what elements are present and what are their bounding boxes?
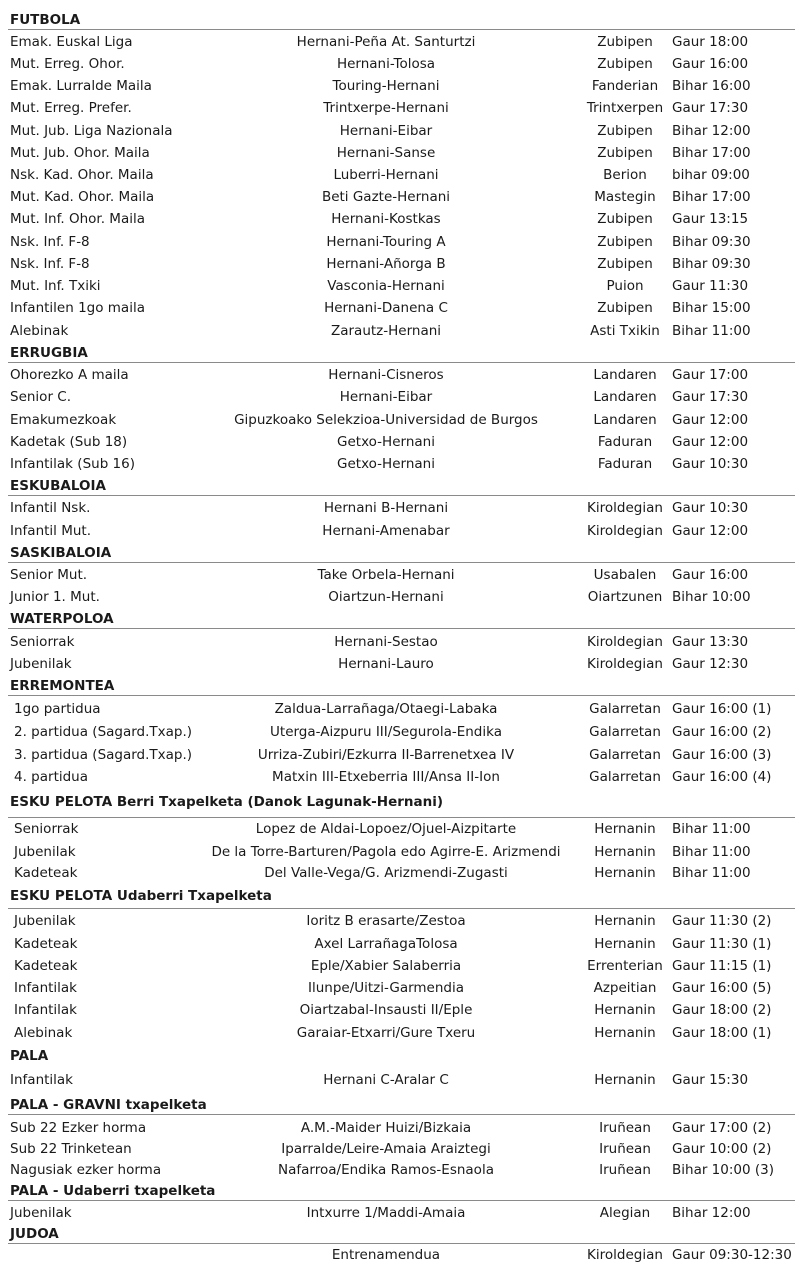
section-title: FUTBOLA — [10, 12, 81, 28]
match-time: Gaur 10:00 (2) — [672, 1141, 772, 1157]
match-teams: Nafarroa/Endika Ramos-Esnaola — [278, 1162, 494, 1178]
venue: Galarretan — [589, 701, 661, 717]
venue: Kiroldegian — [587, 1247, 663, 1263]
venue: Zubipen — [597, 56, 653, 72]
venue: Iruñean — [599, 1162, 651, 1178]
match-teams: Urriza-Zubiri/Ezkurra II-Barrenetxea IV — [257, 747, 515, 763]
match-teams: Matxin III-Etxeberria III/Ansa II-Ion — [272, 769, 500, 785]
category-label: 4. partidua — [14, 769, 89, 785]
category-label: Nsk. Inf. F-8 — [10, 234, 90, 250]
section-title: ERRUGBIA — [10, 345, 88, 361]
venue: Galarretan — [589, 769, 661, 785]
category-label: Sub 22 Ezker horma — [10, 1120, 147, 1136]
category-label: Kadetak (Sub 18) — [10, 434, 128, 450]
venue: Kiroldegian — [587, 656, 663, 672]
category-label: Infantilen 1go maila — [10, 300, 145, 316]
venue: Zubipen — [597, 256, 653, 272]
venue: Galarretan — [589, 747, 661, 763]
category-label: Jubenilak — [10, 656, 72, 672]
venue: Hernanin — [594, 1002, 656, 1018]
match-time: Gaur 11:30 (1) — [672, 936, 772, 952]
category-label: 2. partidua (Sagard.Txap.) — [14, 724, 193, 740]
match-time: Gaur 16:00 — [672, 567, 749, 583]
match-time: Gaur 16:00 (4) — [672, 769, 772, 785]
match-time: Bihar 10:00 (3) — [672, 1162, 775, 1178]
category-label: Nagusiak ezker horma — [10, 1162, 162, 1178]
match-time: Gaur 13:30 — [672, 634, 749, 650]
match-time: Bihar 17:00 — [672, 189, 751, 205]
match-teams: Hernani-Touring A — [326, 234, 446, 250]
venue: Landaren — [593, 367, 657, 383]
category-label: Mut. Erreg. Prefer. — [10, 100, 132, 116]
category-label: Jubenilak — [10, 1205, 72, 1221]
category-label: Mut. Inf. Txiki — [10, 278, 101, 294]
match-time: Bihar 11:00 — [672, 821, 751, 837]
venue: Zubipen — [597, 234, 653, 250]
match-time: Bihar 09:30 — [672, 256, 751, 272]
venue: Fanderian — [591, 78, 659, 94]
venue: Kiroldegian — [587, 523, 663, 539]
match-teams: Garaiar-Etxarri/Gure Txeru — [296, 1025, 476, 1041]
section-divider — [8, 29, 795, 30]
match-teams: Intxurre 1/Maddi-Amaia — [306, 1205, 466, 1221]
match-teams: A.M.-Maider Huizi/Bizkaia — [300, 1120, 472, 1136]
category-label: Infantilak — [14, 1002, 78, 1018]
match-teams: Touring-Hernani — [332, 78, 440, 94]
section-title: PALA - GRAVNI txapelketa — [10, 1097, 207, 1113]
match-time: Bihar 09:30 — [672, 234, 751, 250]
match-teams: Eple/Xabier Salaberria — [310, 958, 462, 974]
venue: Errenterian — [587, 958, 663, 974]
category-label: Nsk. Inf. F-8 — [10, 256, 90, 272]
match-teams: Hernani-Eibar — [339, 123, 433, 139]
match-teams: Ioritz B erasarte/Zestoa — [306, 913, 466, 929]
section-title: WATERPOLOA — [10, 611, 114, 627]
section-divider — [8, 1200, 795, 1201]
venue: Hernanin — [594, 865, 656, 881]
category-label: Sub 22 Trinketean — [10, 1141, 132, 1157]
category-label: Ohorezko A maila — [10, 367, 129, 383]
category-label: Emak. Lurralde Maila — [10, 78, 152, 94]
match-teams: Beti Gazte-Hernani — [321, 189, 451, 205]
match-teams: Oiartzun-Hernani — [328, 589, 444, 605]
section-divider — [8, 628, 795, 629]
category-label: Senior C. — [10, 389, 72, 405]
category-label: Kadeteak — [14, 865, 78, 881]
category-label: Mut. Jub. Ohor. Maila — [10, 145, 150, 161]
venue: Mastegin — [594, 189, 656, 205]
match-time: Gaur 17:00 — [672, 367, 749, 383]
match-time: Gaur 12:00 — [672, 523, 749, 539]
category-label: Alebinak — [14, 1025, 73, 1041]
match-time: bihar 09:00 — [672, 167, 750, 183]
match-time: Bihar 11:00 — [672, 323, 751, 339]
venue: Kiroldegian — [587, 634, 663, 650]
category-label: Infantilak — [10, 1072, 74, 1088]
match-teams: Uterga-Aizpuru III/Segurola-Endika — [270, 724, 502, 740]
match-teams: Hernani-Danena C — [324, 300, 448, 316]
venue: Iruñean — [599, 1141, 651, 1157]
venue: Kiroldegian — [587, 500, 663, 516]
match-time: Bihar 10:00 — [672, 589, 751, 605]
match-teams: Getxo-Hernani — [337, 434, 435, 450]
match-teams: Getxo-Hernani — [337, 456, 435, 472]
category-label: Emakumezkoak — [10, 412, 117, 428]
match-teams: Hernani-Sestao — [334, 634, 438, 650]
match-teams: Iparralde/Leire-Amaia Araiztegi — [281, 1141, 491, 1157]
match-time: Bihar 15:00 — [672, 300, 751, 316]
match-time: Bihar 17:00 — [672, 145, 751, 161]
match-teams: Zarautz-Hernani — [330, 323, 442, 339]
match-time: Gaur 18:00 (1) — [672, 1025, 772, 1041]
section-divider — [8, 1243, 795, 1244]
match-time: Bihar 11:00 — [672, 844, 751, 860]
section-title: SASKIBALOIA — [10, 545, 112, 561]
section-title: ERREMONTEA — [10, 678, 115, 694]
category-label: Infantil Nsk. — [10, 500, 91, 516]
match-time: Gaur 17:00 (2) — [672, 1120, 772, 1136]
category-label: Nsk. Kad. Ohor. Maila — [10, 167, 154, 183]
venue: Trintxerpen — [586, 100, 664, 116]
section-divider — [8, 495, 795, 496]
section-divider — [8, 695, 795, 696]
match-teams: Hernani B-Hernani — [323, 500, 449, 516]
venue: Landaren — [593, 412, 657, 428]
match-time: Gaur 11:30 — [672, 278, 749, 294]
venue: Puion — [606, 278, 644, 294]
venue: Galarretan — [589, 724, 661, 740]
match-teams: Vasconia-Hernani — [327, 278, 445, 294]
venue: Faduran — [597, 456, 653, 472]
match-time: Gaur 12:30 — [672, 656, 749, 672]
category-label: Infantilak (Sub 16) — [10, 456, 135, 472]
match-time: Bihar 12:00 — [672, 123, 751, 139]
section-title: PALA — [10, 1048, 49, 1064]
section-divider — [8, 817, 795, 818]
section-divider — [8, 1114, 795, 1115]
category-label: Emak. Euskal Liga — [10, 34, 133, 50]
match-teams: Hernani-Lauro — [338, 656, 434, 672]
match-time: Gaur 16:00 (3) — [672, 747, 772, 763]
match-time: Gaur 17:30 — [672, 100, 749, 116]
match-time: Gaur 10:30 — [672, 500, 749, 516]
category-label: Alebinak — [10, 323, 69, 339]
match-teams: De la Torre-Barturen/Pagola edo Agirre-E. Arizmendi — [211, 844, 561, 860]
match-time: Gaur 17:30 — [672, 389, 749, 405]
match-teams: Gipuzkoako Selekzioa-Universidad de Burgos — [234, 412, 538, 428]
match-time: Gaur 16:00 (2) — [672, 724, 772, 740]
match-teams: Del Valle-Vega/G. Arizmendi-Zugasti — [264, 865, 508, 881]
match-time: Gaur 16:00 (1) — [672, 701, 772, 717]
match-time: Gaur 11:30 (2) — [672, 913, 772, 929]
venue: Hernanin — [594, 1025, 656, 1041]
venue: Alegian — [599, 1205, 651, 1221]
category-label: Jubenilak — [14, 844, 76, 860]
category-label: Jubenilak — [14, 913, 76, 929]
venue: Berion — [603, 167, 647, 183]
venue: Usabalen — [593, 567, 657, 583]
category-label: Infantilak — [14, 980, 78, 996]
venue: Iruñean — [599, 1120, 651, 1136]
match-teams: Hernani-Kostkas — [331, 211, 441, 227]
match-teams: Entrenamendua — [331, 1247, 441, 1263]
match-teams: Hernani C-Aralar C — [323, 1072, 449, 1088]
venue: Hernanin — [594, 844, 656, 860]
category-label: Senior Mut. — [10, 567, 88, 583]
category-label: 1go partidua — [14, 701, 101, 717]
category-label: Junior 1. Mut. — [10, 589, 100, 605]
venue: Landaren — [593, 389, 657, 405]
category-label: Mut. Kad. Ohor. Maila — [10, 189, 155, 205]
match-time: Gaur 16:00 (5) — [672, 980, 772, 996]
match-time: Gaur 18:00 — [672, 34, 749, 50]
venue: Faduran — [597, 434, 653, 450]
category-label: 3. partidua (Sagard.Txap.) — [14, 747, 193, 763]
match-teams: Hernani-Sanse — [336, 145, 436, 161]
category-label: Infantil Mut. — [10, 523, 91, 539]
match-teams: Zaldua-Larrañaga/Otaegi-Labaka — [274, 701, 498, 717]
section-divider — [8, 362, 795, 363]
section-divider — [8, 908, 795, 909]
match-time: Gaur 13:15 — [672, 211, 749, 227]
category-label: Mut. Jub. Liga Nazionala — [10, 123, 173, 139]
match-teams: Hernani-Amenabar — [322, 523, 450, 539]
category-label: Kadeteak — [14, 958, 78, 974]
venue: Hernanin — [594, 936, 656, 952]
match-time: Gaur 11:15 (1) — [672, 958, 772, 974]
venue: Oiartzunen — [587, 589, 663, 605]
match-teams: Ilunpe/Uitzi-Garmendia — [307, 980, 465, 996]
section-title: ESKU PELOTA Udaberri Txapelketa — [10, 888, 272, 904]
match-teams: Hernani-Peña At. Santurtzi — [296, 34, 476, 50]
match-time: Gaur 10:30 — [672, 456, 749, 472]
category-label: Kadeteak — [14, 936, 78, 952]
match-time: Bihar 12:00 — [672, 1205, 751, 1221]
match-teams: Hernani-Tolosa — [336, 56, 436, 72]
match-teams: Axel LarrañagaTolosa — [314, 936, 458, 952]
venue: Hernanin — [594, 821, 656, 837]
section-title: JUDOA — [10, 1226, 59, 1242]
venue: Zubipen — [597, 123, 653, 139]
match-time: Bihar 16:00 — [672, 78, 751, 94]
match-time: Gaur 16:00 — [672, 56, 749, 72]
match-teams: Take Orbela-Hernani — [317, 567, 455, 583]
match-teams: Oiartzabal-Insausti II/Eple — [299, 1002, 473, 1018]
category-label: Seniorrak — [10, 634, 75, 650]
match-time: Gaur 12:00 — [672, 412, 749, 428]
category-label: Mut. Erreg. Ohor. — [10, 56, 125, 72]
section-divider — [8, 562, 795, 563]
category-label: Seniorrak — [14, 821, 79, 837]
match-time: Gaur 15:30 — [672, 1072, 749, 1088]
venue: Zubipen — [597, 145, 653, 161]
section-title: ESKU PELOTA Berri Txapelketa (Danok Lagunak-Hernani) — [10, 794, 444, 810]
match-teams: Luberri-Hernani — [333, 167, 439, 183]
match-teams: Hernani-Añorga B — [326, 256, 446, 272]
section-title: ESKUBALOIA — [10, 478, 106, 494]
venue: Azpeitian — [593, 980, 657, 996]
venue: Hernanin — [594, 913, 656, 929]
match-time: Gaur 09:30-12:30 — [672, 1247, 792, 1263]
venue: Zubipen — [597, 211, 653, 227]
match-time: Gaur 18:00 (2) — [672, 1002, 772, 1018]
category-label: Mut. Inf. Ohor. Maila — [10, 211, 145, 227]
venue: Zubipen — [597, 34, 653, 50]
section-title: PALA - Udaberri txapelketa — [10, 1183, 216, 1199]
match-teams: Hernani-Cisneros — [328, 367, 444, 383]
match-teams: Lopez de Aldai-Lopoez/Ojuel-Aizpitarte — [255, 821, 517, 837]
match-time: Gaur 12:00 — [672, 434, 749, 450]
match-teams: Trintxerpe-Hernani — [323, 100, 449, 116]
match-time: Bihar 11:00 — [672, 865, 751, 881]
venue: Asti Txikin — [590, 323, 660, 339]
venue: Hernanin — [594, 1072, 656, 1088]
match-teams: Hernani-Eibar — [339, 389, 433, 405]
venue: Zubipen — [597, 300, 653, 316]
